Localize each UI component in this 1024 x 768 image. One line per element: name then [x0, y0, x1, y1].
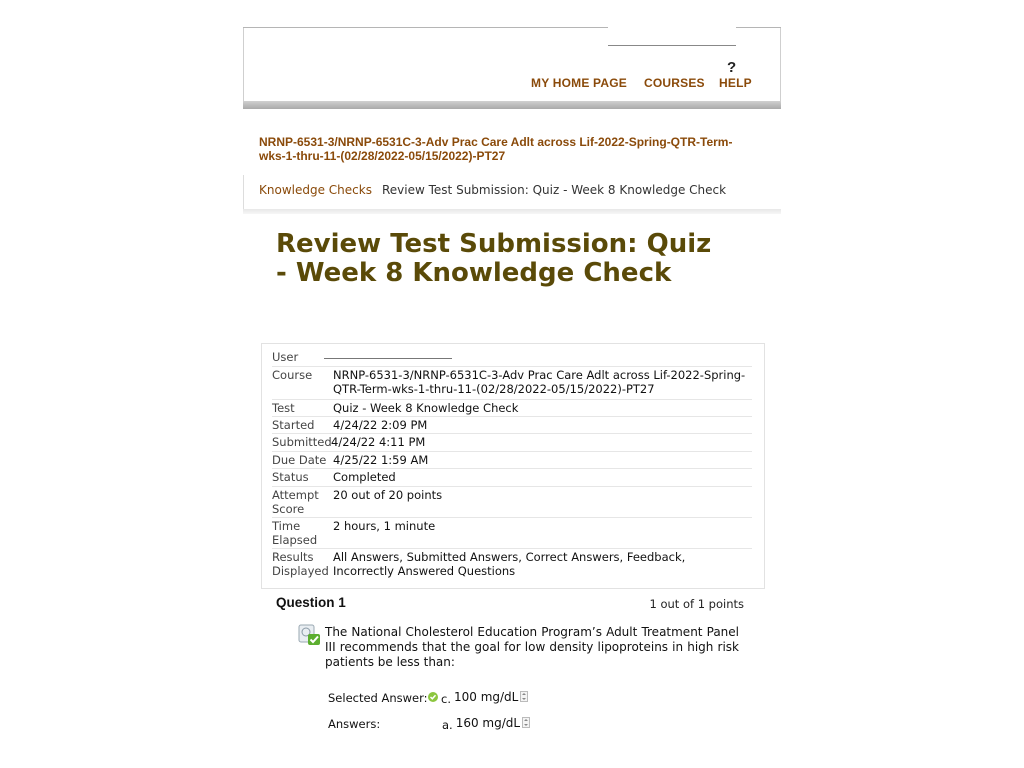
- selected-answer-letter: c.: [441, 692, 451, 706]
- nav-courses[interactable]: COURSES: [644, 76, 705, 90]
- header-bar: [243, 101, 781, 109]
- row-time-elapsed: [272, 517, 752, 549]
- attempt-score-value: 20 out of 20 points: [333, 488, 443, 502]
- row-status: [272, 468, 752, 487]
- header-notch: [608, 27, 736, 46]
- user-value-redacted: [324, 358, 452, 359]
- row-attempt-score: [272, 486, 752, 518]
- breadcrumb-knowledge-checks[interactable]: Knowledge Checks: [259, 183, 372, 197]
- started-label: Started: [272, 418, 315, 432]
- selected-answer-label: Selected Answer:: [328, 691, 428, 705]
- due-date-value: 4/25/22 1:59 AM: [333, 453, 429, 467]
- row-due-date: [272, 451, 752, 469]
- correct-check-icon: [428, 692, 438, 702]
- row-submitted: [272, 433, 752, 452]
- started-value: 4/24/22 2:09 PM: [333, 418, 428, 432]
- row-user: [272, 348, 752, 367]
- answer-a-value: 160 mg/dL: [455, 716, 521, 730]
- answer-option-a: [442, 716, 530, 730]
- top-header: [243, 27, 781, 108]
- selected-answer-value: 100 mg/dL: [453, 690, 519, 704]
- results-displayed-value: All Answers, Submitted Answers, Correct Answers, Feedback, Incorrectly Answered Questions: [333, 550, 686, 578]
- breadcrumb-divider: [243, 209, 781, 214]
- submitted-label: Submitted: [272, 435, 332, 449]
- submitted-value: 4/24/22 4:11 PM: [331, 435, 426, 449]
- course-title[interactable]: NRNP-6531-3/NRNP-6531C-3-Adv Prac Care Adlt across Lif-2022-Spring-QTR-Term-wks-1-thru-11-(02/28/2022-05/15/2022)-PT27: [259, 135, 733, 163]
- due-date-label: Due Date: [272, 453, 327, 467]
- submission-details-table: [261, 343, 765, 589]
- status-label: Status: [272, 470, 309, 484]
- user-label: User: [272, 350, 299, 364]
- nav-help[interactable]: HELP: [719, 76, 752, 90]
- row-test: [272, 399, 752, 417]
- row-started: [272, 416, 752, 434]
- correct-answer-icon: [297, 624, 321, 646]
- time-elapsed-label: Time Elapsed: [272, 519, 318, 547]
- question-text: The National Cholesterol Education Program’s Adult Treatment Panel III recommends that the goal for low density lipoproteins in high risk patients be less than:: [325, 625, 739, 669]
- question-points: 1 out of 1 points: [649, 597, 744, 611]
- page-frame: [243, 27, 781, 732]
- selected-answer: [428, 690, 528, 704]
- answer-a-letter: a.: [442, 718, 453, 732]
- course-label: Course: [272, 368, 313, 382]
- header-left-border: [243, 28, 244, 108]
- header-right-border: [780, 28, 781, 108]
- nav-my-home-page[interactable]: MY HOME PAGE: [531, 76, 627, 90]
- answers-label: Answers:: [328, 717, 381, 731]
- stepper-arrows-icon: [522, 717, 530, 728]
- course-value: NRNP-6531-3/NRNP-6531C-3-Adv Prac Care Adlt across Lif-2022-Spring-QTR-Term-wks-1-thru-11-(02/28/2022-05/15/2022)-PT27: [333, 368, 746, 396]
- time-elapsed-value: 2 hours, 1 minute: [333, 519, 436, 533]
- breadcrumb: [259, 183, 727, 197]
- breadcrumb-current: Review Test Submission: Quiz - Week 8 Knowledge Check: [382, 183, 727, 197]
- results-displayed-label: Results Displayed: [272, 550, 329, 578]
- row-course: [272, 366, 752, 400]
- stepper-arrows-icon: [520, 691, 528, 702]
- test-label: Test: [272, 401, 295, 415]
- breadcrumb-border: [243, 175, 244, 209]
- question-mark-icon[interactable]: ?: [727, 59, 737, 76]
- row-results-displayed: [272, 548, 752, 580]
- status-value: Completed: [333, 470, 396, 484]
- attempt-score-label: Attempt Score: [272, 488, 319, 516]
- question-title: Question 1: [276, 595, 346, 610]
- test-value: Quiz - Week 8 Knowledge Check: [333, 401, 519, 415]
- page-title: Review Test Submission: Quiz - Week 8 Knowledge Check: [276, 229, 712, 288]
